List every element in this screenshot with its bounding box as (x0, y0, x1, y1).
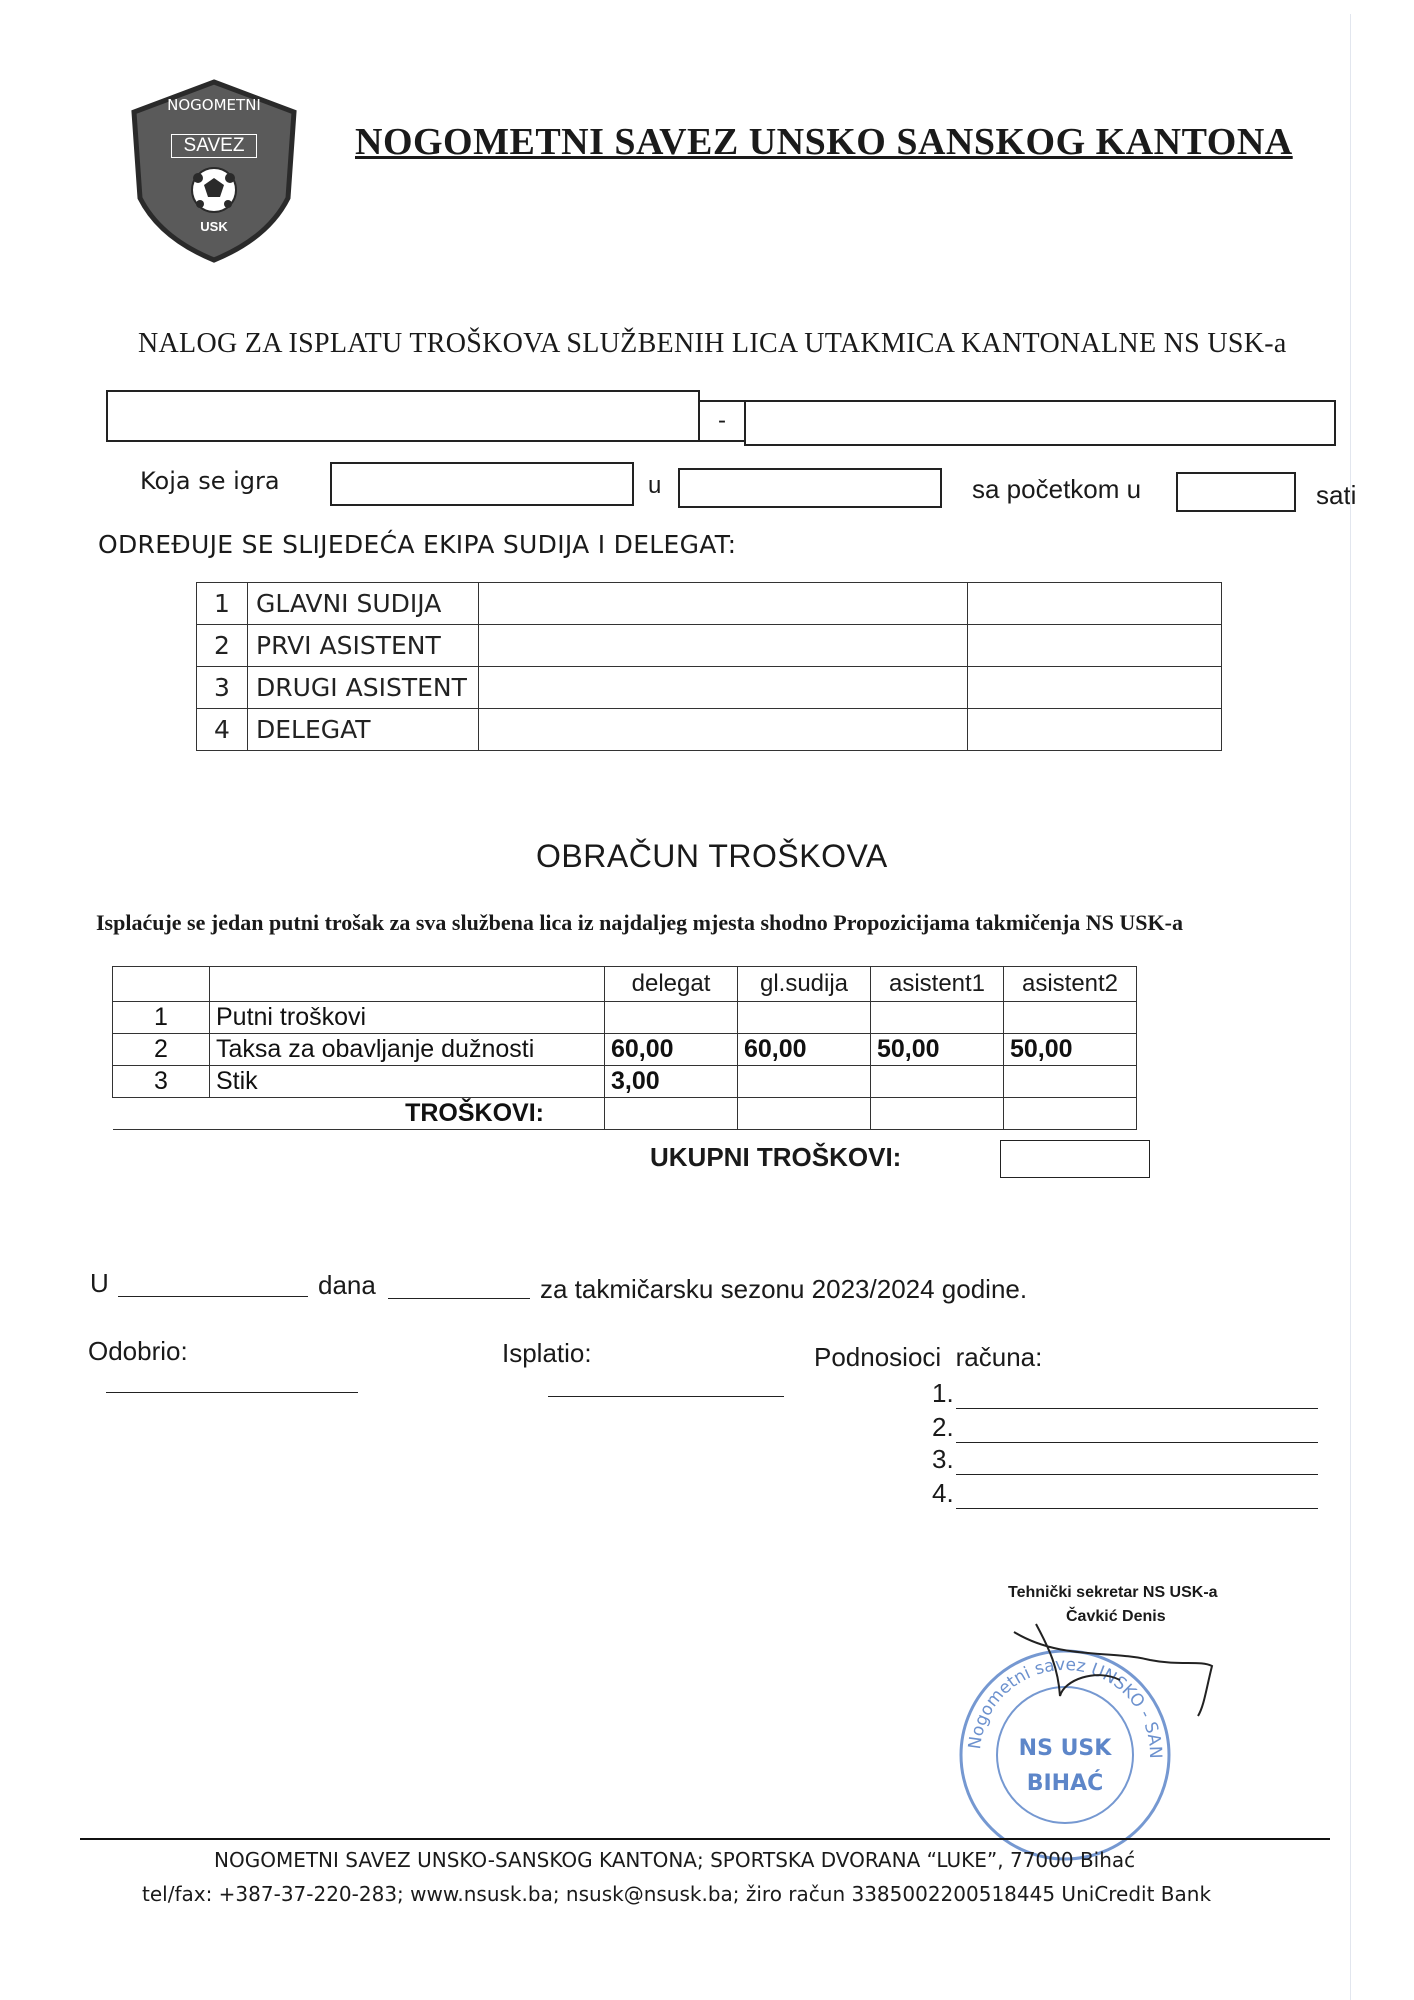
cost-asistent1[interactable] (871, 1002, 1004, 1034)
team-separator: - (698, 400, 746, 442)
date-field[interactable] (330, 462, 634, 506)
cost-asistent2[interactable]: 50,00 (1004, 1034, 1137, 1066)
sati-label: sati (1316, 480, 1357, 510)
isplatio-label: Isplatio: (502, 1338, 592, 1368)
submitter-3-line[interactable] (956, 1444, 1318, 1475)
u-label: u (648, 472, 662, 499)
signatory-title: Tehnički sekretar NS USK-a (1008, 1584, 1218, 1601)
troskovi-delegat[interactable] (605, 1098, 738, 1130)
odobrio-signature-line[interactable] (106, 1368, 358, 1393)
date-signature-line[interactable] (388, 1270, 530, 1299)
submitter-2-label: 2. (932, 1412, 954, 1442)
table-row (197, 667, 1222, 709)
cost-asistent1[interactable]: 50,00 (871, 1034, 1004, 1066)
footer-contact: tel/fax: +387-37-220-283; www.nsusk.ba; nsusk@nsusk.ba; žiro račun 3385002200518445 UniCredit Bank (142, 1882, 1212, 1906)
away-team-field[interactable] (744, 400, 1336, 446)
official-role: DRUGI ASISTENT (248, 667, 479, 709)
official-name-field[interactable] (479, 625, 968, 667)
cost-delegat[interactable]: 60,00 (605, 1034, 738, 1066)
logo-line3: USK (200, 219, 228, 234)
troskovi-asistent2[interactable] (1004, 1098, 1137, 1130)
odobrio-label: Odobrio: (88, 1336, 188, 1366)
cost-desc: Taksa za obavljanje dužnosti (210, 1034, 605, 1066)
cost-gl-sudija[interactable] (738, 1002, 871, 1034)
table-row (113, 1002, 1137, 1034)
column-header: asistent1 (871, 967, 1004, 1002)
stamp-arc-text: Nogometni savez UNSKO - SAN (965, 1654, 1166, 1760)
cost-asistent2[interactable] (1004, 1066, 1137, 1098)
season-text: za takmičarsku sezonu 2023/2024 godine. (540, 1274, 1028, 1304)
submitter-3-label: 3. (932, 1444, 954, 1474)
troskovi-asistent1[interactable] (871, 1098, 1004, 1130)
troskovi-row (113, 1098, 1137, 1130)
logo (128, 78, 300, 264)
official-name-field[interactable] (479, 583, 968, 625)
stamp-center-text: NS USK (1018, 1736, 1112, 1761)
submitter-2-line[interactable] (956, 1412, 1318, 1443)
footer-address: NOGOMETNI SAVEZ UNSKO-SANSKOG KANTONA; SPORTSKA DVORANA “LUKE”, 77000 Bihać (214, 1848, 1136, 1872)
form-subtitle: NALOG ZA ISPLATU TROŠKOVA SLUŽBENIH LICA UTAKMICA KANTONALNE NS USK-a (138, 328, 1287, 359)
costs-note: Isplaćuje se jedan putni trošak za sva službena lica iz najdaljeg mjesta shodno Propozicijama takmičenja NS USK-a (96, 910, 1183, 935)
cost-delegat[interactable]: 3,00 (605, 1066, 738, 1098)
costs-heading: OBRAČUN TROŠKOVA (536, 838, 888, 874)
troskovi-gl-sudija[interactable] (738, 1098, 871, 1130)
start-time-label: sa početkom u (972, 474, 1142, 504)
table-row (197, 709, 1222, 751)
official-extra-field[interactable] (968, 625, 1222, 667)
table-row (197, 625, 1222, 667)
isplatio-signature-line[interactable] (548, 1372, 784, 1397)
scan-edge (1350, 14, 1351, 2000)
official-num: 2 (197, 625, 248, 667)
page-title: NOGOMETNI SAVEZ UNSKO SANSKOG KANTONA (355, 121, 1293, 163)
stamp-city-text: BIHAĆ (1026, 1771, 1104, 1796)
submitter-4-line[interactable] (956, 1478, 1318, 1509)
official-num: 3 (197, 667, 248, 709)
ukupni-troskovi-field[interactable] (1000, 1140, 1150, 1178)
submitter-4-label: 4. (932, 1478, 954, 1508)
official-name-field[interactable] (479, 667, 968, 709)
official-extra-field[interactable] (968, 583, 1222, 625)
cost-delegat[interactable] (605, 1002, 738, 1034)
official-extra-field[interactable] (968, 709, 1222, 751)
official-name-field[interactable] (479, 709, 968, 751)
podnosioci-label: Podnosioci računa: (814, 1342, 1043, 1372)
officials-table (196, 582, 1222, 751)
official-role: GLAVNI SUDIJA (248, 583, 479, 625)
ukupni-troskovi-label: UKUPNI TROŠKOVI: (650, 1142, 902, 1172)
official-role: DELEGAT (248, 709, 479, 751)
logo-line2: SAVEZ (171, 134, 257, 158)
cost-desc: Stik (210, 1066, 605, 1098)
official-extra-field[interactable] (968, 667, 1222, 709)
footer-divider (80, 1838, 1330, 1840)
cost-gl-sudija[interactable]: 60,00 (738, 1034, 871, 1066)
assignment-heading: ODREĐUJE SE SLIJEDEĆA EKIPA SUDIJA I DELEGAT: (98, 530, 737, 559)
cost-num: 3 (113, 1066, 210, 1098)
signatory-name: Čavkić Denis (1066, 1608, 1166, 1625)
table-row (113, 1034, 1137, 1066)
submitter-1-line[interactable] (956, 1378, 1318, 1409)
place-signature-line[interactable] (118, 1268, 308, 1297)
official-num: 4 (197, 709, 248, 751)
submitter-1-label: 1. (932, 1378, 954, 1408)
dana-label: dana (318, 1270, 376, 1300)
troskovi-label: TROŠKOVI: (113, 1098, 605, 1130)
cost-desc: Putni troškovi (210, 1002, 605, 1034)
cost-gl-sudija[interactable] (738, 1066, 871, 1098)
column-header: delegat (605, 967, 738, 1002)
place-field[interactable] (678, 468, 942, 508)
table-row (197, 583, 1222, 625)
time-field[interactable] (1176, 472, 1296, 512)
logo-line1: NOGOMETNI (167, 96, 261, 114)
cost-num: 1 (113, 1002, 210, 1034)
home-team-field[interactable] (106, 390, 700, 442)
column-header (113, 967, 210, 1002)
column-header: asistent2 (1004, 967, 1137, 1002)
koja-se-igra-label: Koja se igra (140, 467, 280, 495)
cost-num: 2 (113, 1034, 210, 1066)
costs-table (112, 966, 1137, 1130)
table-header-row (113, 967, 1137, 1002)
official-role: PRVI ASISTENT (248, 625, 479, 667)
table-row (113, 1066, 1137, 1098)
handwritten-signature-icon (1000, 1620, 1220, 1740)
column-header (210, 967, 605, 1002)
u-place-label: U (90, 1268, 109, 1298)
cost-asistent2[interactable] (1004, 1002, 1137, 1034)
cost-asistent1[interactable] (871, 1066, 1004, 1098)
official-num: 1 (197, 583, 248, 625)
column-header: gl.sudija (738, 967, 871, 1002)
